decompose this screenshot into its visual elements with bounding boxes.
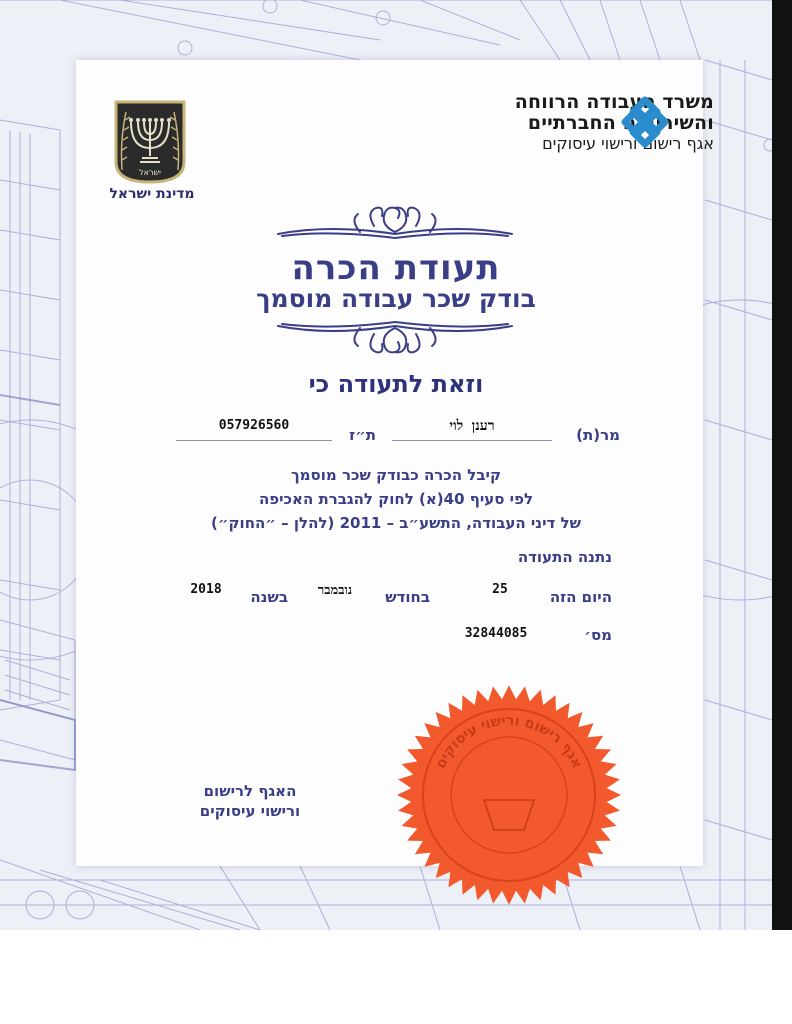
certificate-subtitle: בודק שכר עבודה מוסמך bbox=[256, 284, 536, 313]
ornament-top-icon bbox=[270, 196, 520, 246]
id-underline bbox=[176, 440, 332, 441]
name-label: מר(ת) bbox=[576, 426, 620, 444]
body-line-2: לפי סעיף 40(א) לחוק להגברת האכיפה bbox=[258, 490, 534, 508]
id-label: ת״ז bbox=[349, 426, 376, 444]
year-value: 2018 bbox=[190, 582, 222, 597]
ministry-line-1: משרד העבודה הרווחה bbox=[514, 91, 714, 113]
ministry-line-2: והשירותים החברתיים bbox=[527, 112, 714, 134]
id-value: 057926560 bbox=[218, 418, 290, 433]
issued-label: נתנה התעודה bbox=[517, 548, 612, 566]
official-seal-icon bbox=[384, 680, 634, 910]
ministry-line-3: אגף רישום ורישוי עיסוקים bbox=[542, 134, 714, 153]
emblem-inscription: ישראל bbox=[139, 168, 161, 177]
body-line-3: של דיני העבודה, התשע״ב – 2011 (להלן – ״החוק״) bbox=[211, 514, 581, 532]
declaration-heading: וזאת לתעודה כי bbox=[308, 370, 484, 398]
name-value: רענן לוי bbox=[449, 418, 495, 434]
day-label: היום הזה bbox=[549, 588, 612, 606]
seal-text: אגף רישום ורישוי עיסוקים bbox=[432, 712, 586, 772]
day-value: 25 bbox=[492, 582, 508, 597]
number-label: מס׳ bbox=[584, 626, 612, 644]
state-emblem-icon bbox=[114, 100, 186, 184]
ornament-bottom-icon bbox=[270, 316, 520, 366]
scan-edge bbox=[772, 0, 792, 930]
month-value: נובמבר bbox=[317, 583, 353, 598]
signature-line-2: ורישוי עיסוקים bbox=[199, 802, 301, 820]
emblem-label: מדינת ישראל bbox=[109, 186, 195, 202]
signature-line-1: האגף לרישום bbox=[203, 782, 297, 800]
ministry-logo-icon bbox=[612, 92, 678, 152]
certificate-title: תעודת הכרה bbox=[291, 248, 501, 288]
body-line-1: קיבל הכרה כבודק שכר מוסמך bbox=[291, 466, 501, 484]
month-label: בחודש bbox=[385, 588, 430, 606]
year-label: בשנה bbox=[250, 588, 288, 606]
number-value: 32844085 bbox=[464, 626, 528, 641]
name-underline bbox=[392, 440, 552, 441]
